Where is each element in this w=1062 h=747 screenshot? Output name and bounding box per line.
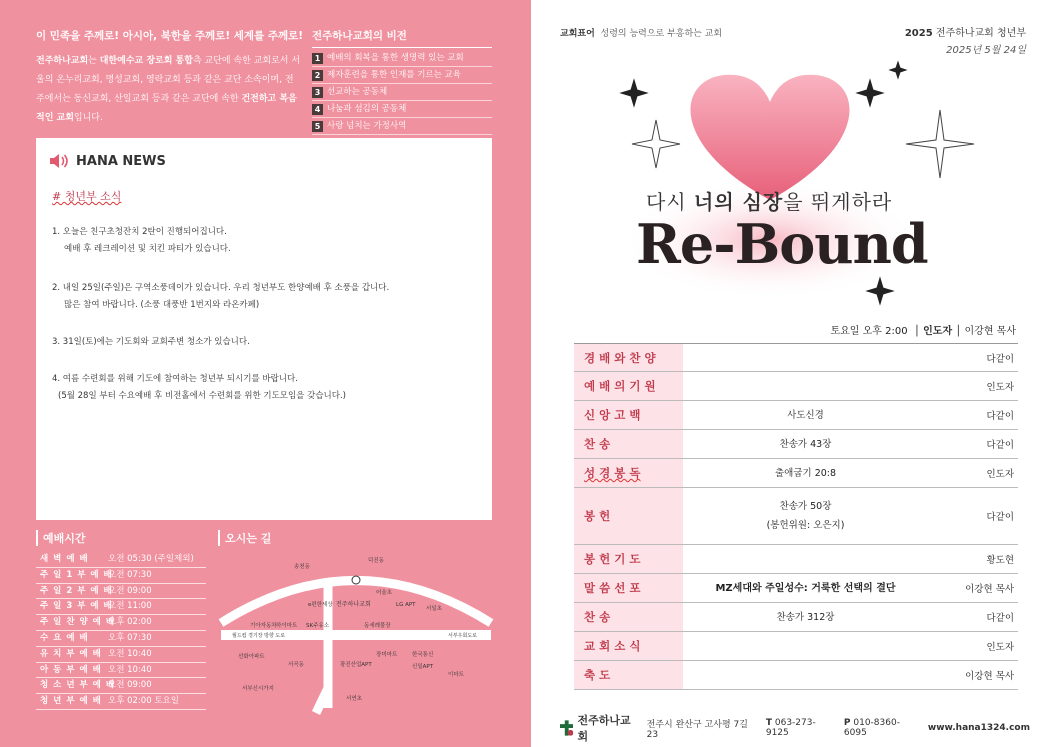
speaker-icon	[48, 152, 70, 170]
order-item-person: 인도자	[986, 642, 1014, 653]
table-row	[36, 631, 206, 647]
order-item-name: 성 경 봉 독	[574, 459, 683, 487]
church-slogan: 이 민족을 주께로! 아시아, 북한을 주께로! 세계를 주께로!	[36, 30, 304, 42]
service-name: 수 요 예 배	[40, 632, 89, 643]
map-label: SK주유소	[306, 623, 330, 629]
service-time: 오전 10:40	[108, 664, 152, 675]
service-time: 오전 07:30	[108, 569, 152, 580]
phone-number: 063-273-9125	[765, 718, 816, 738]
table-row	[36, 584, 206, 600]
table-row	[36, 663, 206, 679]
bulletin-year: 2025	[904, 28, 933, 39]
sermon-title: MZ세대와 주일성수: 거룩한 선택의 결단	[715, 582, 896, 594]
map-label: 서연초	[346, 696, 362, 702]
intro-text-2: 측 교단에 속한 교회로서 서울의 온누리교회, 명성교회, 영락교회 등과 같은 교단 소속이며, 전주에서는 동신교회, 산일교회 등과 같은 교단에 속한	[36, 56, 301, 104]
table-row	[36, 678, 206, 694]
service-info: 토요일 오후 2:00 │ 인도자 │ 이강현 목사	[830, 326, 1016, 337]
service-time: 오전 10:40	[108, 648, 152, 659]
map-label: 한국통신	[412, 652, 434, 658]
vision-item	[312, 84, 492, 101]
news-item	[52, 280, 482, 314]
news-header	[48, 152, 166, 170]
map-label: 신일APT	[412, 664, 434, 670]
vision-title: 전주하나교회의 비전	[312, 28, 492, 48]
vision-box	[312, 28, 492, 135]
table-row	[36, 599, 206, 615]
service-name: 주 일 찬 양 예 배	[40, 617, 116, 628]
service-time: 오전 09:00	[108, 585, 152, 596]
map-label: 월드컵 경기장 방향 도로	[232, 633, 286, 639]
church-logo	[560, 712, 639, 744]
order-item-name: 축 도	[574, 661, 683, 689]
order-item-person: 인도자	[986, 469, 1014, 480]
tagline-pre: 다시	[646, 190, 694, 214]
news-box	[36, 138, 492, 520]
leader-name: 이강현 목사	[964, 326, 1016, 337]
worship-times-table	[36, 552, 206, 710]
bulletin-date: 2025년 5월 24일	[946, 45, 1026, 56]
cross-logo-icon	[560, 720, 573, 736]
news-item	[52, 224, 482, 258]
heart-icon	[690, 75, 849, 200]
news-subtitle: # 청년부 소식	[52, 190, 122, 203]
mobile-label: P	[843, 718, 851, 728]
table-row	[36, 615, 206, 631]
vision-text: 나눔과 섬김의 공동체	[327, 103, 407, 114]
table-row	[574, 545, 1018, 574]
map-label: 이마트	[448, 672, 464, 678]
vision-text: 사랑 넘치는 가정사역	[327, 120, 407, 131]
vision-text: 예배의 회복을 통한 생명력 있는 교회	[327, 52, 464, 63]
map-label: 송천동	[294, 564, 310, 570]
vision-number: 5	[312, 121, 323, 132]
table-row	[574, 459, 1018, 488]
intro-text-1: 는	[88, 56, 100, 66]
map-label: 어울초	[376, 590, 392, 596]
news-line: (5월 28일 부터 수요예배 후 비전홀에서 수련회를 위한 기도모임을 갖습니다.)	[58, 391, 346, 401]
table-row	[574, 488, 1018, 545]
order-item-name: 말 씀 선 포	[574, 574, 683, 602]
motto-label: 교회표어	[560, 29, 595, 39]
map-label: 전주하나교회	[336, 601, 371, 608]
order-item-name: 교 회 소 식	[574, 632, 683, 660]
bulletin-title	[905, 24, 1026, 39]
table-row	[36, 552, 206, 568]
order-of-worship	[574, 343, 1018, 690]
order-item-person: 황도현	[986, 555, 1014, 566]
offering-member: (봉헌위원: 오은지)	[766, 520, 845, 531]
map-label: 서일초	[426, 606, 442, 612]
order-item-person: 다같이	[986, 411, 1014, 422]
table-row	[574, 632, 1018, 661]
tagline	[646, 186, 892, 215]
tagline-bold: 너의 심장	[694, 190, 784, 214]
order-item-content: 찬송가 312장	[776, 611, 835, 623]
service-time: 오후 07:30	[108, 632, 152, 643]
news-line: 1. 오늘은 친구초청잔치 2탄이 진행되어집니다.	[52, 227, 227, 237]
offering-hymn: 찬송가 50장	[779, 501, 832, 512]
service-name: 청 년 부 예 배	[40, 696, 102, 707]
news-title: HANA NEWS	[76, 153, 166, 169]
worship-times-title: 예배시간	[36, 530, 86, 546]
vision-item	[312, 67, 492, 84]
service-name: 주 일 1 부 예 배	[40, 569, 113, 580]
table-row	[574, 603, 1018, 632]
news-line: 많은 참여 바랍니다. (소풍 대풍반 1번지와 라온카페)	[64, 300, 260, 310]
order-item-person: 이강현 목사	[965, 671, 1014, 682]
church-address: 전주시 완산구 고사평 7길 23	[646, 719, 748, 740]
table-row	[36, 647, 206, 663]
directions-title: 오시는 길	[218, 530, 271, 546]
service-name: 청 소 년 부 예 배	[40, 680, 116, 691]
order-item-person: 인도자	[986, 382, 1014, 393]
order-item-person: 이강현 목사	[965, 584, 1014, 595]
service-time: 오후 02:00	[108, 617, 152, 628]
table-row	[574, 401, 1018, 430]
order-item-person: 다같이	[986, 613, 1014, 624]
news-line: 2. 내일 25일(주일)은 구역소풍데이가 있습니다. 우리 청년부도 한양예배 후 소풍을 갑니다.	[52, 283, 390, 293]
website-link[interactable]: www.hana1324.com	[927, 723, 1030, 733]
service-time: 오전 11:00	[108, 601, 152, 612]
table-row	[574, 372, 1018, 401]
service-time: 오전 05:30 (주일제외)	[108, 554, 194, 564]
table-row	[574, 661, 1018, 690]
church-intro	[36, 52, 301, 128]
mobile-number: 010-8360-6095	[843, 718, 900, 738]
order-item-content	[683, 497, 928, 535]
map-label: 장미마트	[376, 652, 398, 658]
news-item	[52, 371, 482, 405]
service-time: 토요일 오후 2:00	[830, 326, 908, 337]
map-label: 서곡동	[288, 662, 304, 668]
rebound-title: Re-Bound	[636, 212, 928, 276]
order-item-name: 찬 송	[574, 603, 683, 631]
map-label: 선화아파트	[238, 654, 265, 660]
table-row	[574, 344, 1018, 372]
map-label: 서부우회도로	[448, 633, 477, 639]
service-time: 오전 09:00	[108, 680, 152, 691]
vision-item	[312, 50, 492, 67]
tagline-post: 을 뛰게하라	[783, 190, 893, 214]
news-item	[52, 334, 482, 351]
service-name: 유 치 부 예 배	[40, 648, 102, 659]
vision-number: 4	[312, 104, 323, 115]
news-line: 3. 31일(토)에는 기도회와 교회주변 청소가 있습니다.	[52, 337, 250, 347]
map-label: 서부신시가지	[242, 686, 274, 692]
intro-text-3: 입니다.	[73, 113, 103, 123]
directions-map	[216, 548, 496, 718]
order-item-content: 사도신경	[787, 409, 824, 421]
news-line: 예배 후 레크레이션 및 치킨 파티가 있습니다.	[64, 244, 231, 254]
news-line: 4. 여름 수련회를 위해 기도에 참여하는 청년부 되시기를 바랍니다.	[52, 374, 298, 384]
vision-number: 2	[312, 70, 323, 81]
bulletin-name: 전주하나교회 청년부	[935, 28, 1026, 39]
order-item-content: 찬송가 43장	[779, 438, 832, 450]
vision-text: 제자훈련을 통한 인재를 기르는 교육	[327, 69, 461, 80]
order-item-person: 다같이	[986, 512, 1014, 523]
table-row	[36, 568, 206, 584]
service-name: 아 동 부 예 배	[40, 664, 102, 675]
vision-item	[312, 118, 492, 135]
order-item-name: 찬 송	[574, 430, 683, 458]
map-road	[316, 578, 328, 713]
map-label: 기아자동차	[250, 623, 277, 629]
order-item-name: 봉 헌 기 도	[574, 545, 683, 573]
order-item-person: 다같이	[986, 440, 1014, 451]
map-label: 덕진동	[368, 558, 384, 564]
church-logo-text: 전주하나교회	[577, 714, 631, 743]
order-item-name: 예 배 의 기 원	[574, 372, 683, 400]
phone-label: T	[765, 718, 772, 728]
service-time: 오후 02:00 토요일	[108, 696, 179, 707]
map-label: LG APT	[396, 602, 416, 608]
leader-label: 인도자	[923, 326, 953, 337]
footer	[560, 712, 1030, 744]
map-label: e편한세상	[308, 602, 333, 608]
service-name: 주 일 2 부 예 배	[40, 585, 113, 596]
vision-number: 3	[312, 87, 323, 98]
intro-church-name: 전주하나교회	[36, 56, 89, 66]
order-item-content: 출애굽기 20:8	[774, 467, 837, 479]
vision-item	[312, 101, 492, 118]
table-row	[574, 574, 1018, 603]
order-item-name: 경 배 와 찬 양	[574, 344, 683, 371]
map-label: 하이마트	[276, 623, 298, 629]
map-label: 동세례물장	[364, 623, 391, 629]
vision-text: 선교하는 공동체	[327, 86, 388, 97]
table-row	[574, 430, 1018, 459]
church-motto	[560, 26, 722, 39]
intro-emphasis: 건전하고 복음적인 교회	[36, 94, 297, 123]
vision-number: 1	[312, 53, 323, 64]
motto-text: 성령의 능력으로 부흥하는 교회	[600, 29, 723, 39]
order-item-name: 신 앙 고 백	[574, 401, 683, 429]
intro-denomination: 대한예수교 장로회 통합	[99, 56, 193, 66]
order-item-person: 다같이	[986, 353, 1014, 365]
map-label: 광진산업APT	[340, 662, 372, 668]
table-row	[36, 694, 206, 710]
service-name: 새 벽 예 배	[40, 554, 89, 564]
service-name: 주 일 3 부 예 배	[40, 601, 113, 612]
order-item-name: 봉 헌	[574, 488, 683, 544]
